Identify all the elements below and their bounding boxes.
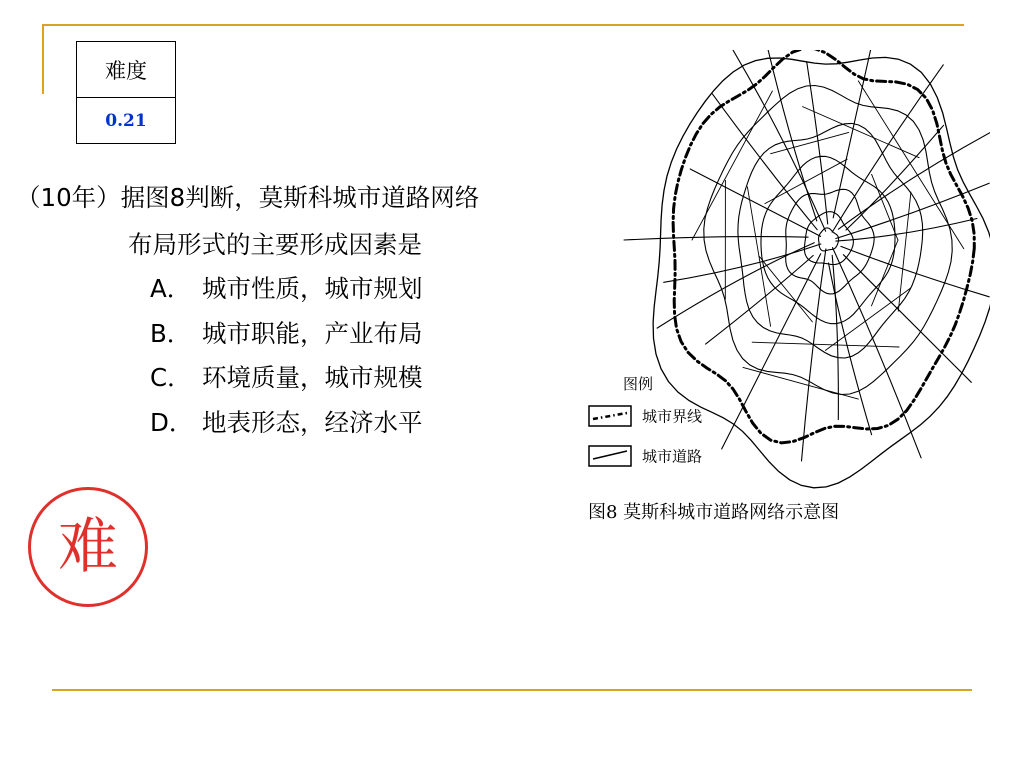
option-d-text: 地表形态，经济水平 [202,408,423,437]
legend-label-city-road: 城市道路 [642,447,703,466]
option-c [150,363,423,393]
solid-line-icon [588,445,632,467]
top-rule [42,24,964,26]
radial-road [843,255,971,383]
radial-road [657,243,814,328]
city-boundary-line [673,50,974,443]
legend-title: 图例 [623,375,654,393]
ring-road-6 [819,228,839,251]
option-a-letter: A． [150,274,192,303]
difficulty-table [76,41,176,144]
radial-road [832,255,838,419]
option-a [150,274,423,304]
option-b-text: 城市职能，产业布局 [202,319,423,348]
question-text-line1: （10年）据图8判断，莫斯科城市道路网络 [16,183,480,212]
option-b-letter: B． [150,319,192,348]
option-d-letter: D． [150,408,194,437]
secondary-road [872,174,898,240]
bottom-rule [52,689,972,691]
difficulty-value: 0.21 [77,98,176,144]
question-text-line2: 布局形式的主要形成因素是 [128,230,422,259]
radial-road [624,237,808,240]
secondary-road [692,91,772,240]
option-c-letter: C． [150,363,192,392]
secondary-road [747,187,770,326]
secondary-road [858,81,964,249]
option-a-text: 城市性质，城市规划 [202,274,423,303]
option-d [150,408,423,438]
legend-label-city-boundary: 城市界线 [642,407,703,426]
secondary-road [765,159,847,203]
legend-item-city-boundary [588,405,702,427]
secondary-road [743,367,858,399]
option-c-text: 环境质量，城市规模 [202,363,423,392]
secondary-road [771,132,849,153]
radial-road [836,183,989,238]
difficulty-stamp: 难 [28,487,148,607]
radial-road [833,248,922,458]
radial-road [722,50,826,231]
ring-road-4 [786,189,874,294]
legend-item-city-road [588,445,702,467]
difficulty-label: 难度 [77,42,176,98]
option-b [150,319,423,349]
secondary-road [898,192,911,311]
figure-caption: 图8 莫斯科城市道路网络示意图 [588,502,840,523]
secondary-road [759,256,812,322]
left-rule [42,24,44,94]
radial-road [838,123,990,229]
dash-dot-line-icon [588,405,632,427]
radial-road [846,125,944,230]
